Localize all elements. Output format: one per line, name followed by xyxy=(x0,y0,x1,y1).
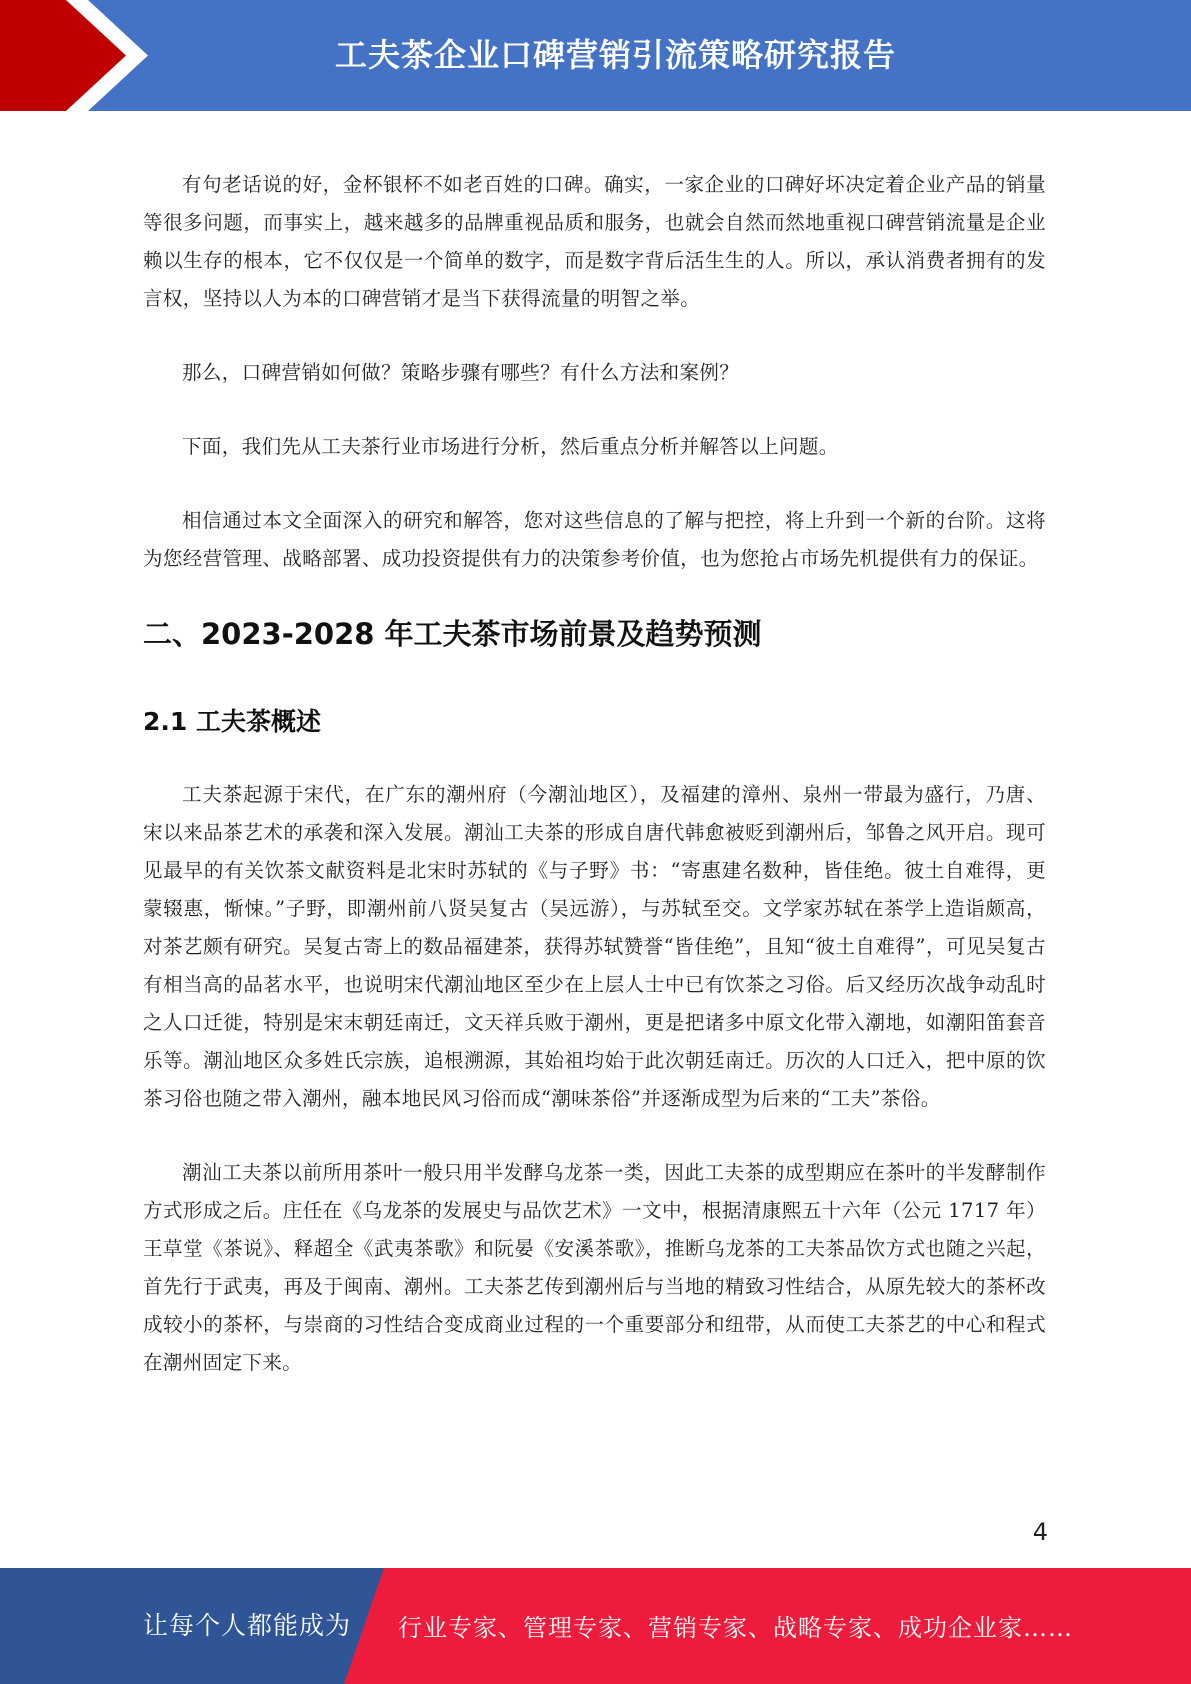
intro-paragraph-2: 那么，口碑营销如何做？策略步骤有哪些？有什么方法和案例？ xyxy=(182,361,740,384)
body-paragraph-1: 工夫茶起源于宋代，在广东的潮州府（今潮汕地区），及福建的漳州、泉州一带最为盛行，乃唐、宋以来品茶艺术的承袭和深入发展。潮汕工夫茶的形成自唐代韩愈被贬到潮州后，邹鲁之风开启。现可见最早的有关饮茶文献资料是北宋时苏轼的《与子野》书：“寄惠建名数种，皆佳绝。彼土自难得，更蒙辍惠，惭悚。”子野，即潮州前八贤吴复古（吴远游），与苏轼至交。文学家苏轼在茶学上造诣颇高，对茶艺颇有研究。吴复古寄上的数品福建茶，获得苏轼赞誉“皆佳绝”，且知“彼土自难得”，可见吴复古有相当高的品茗水平，也说明宋代潮汕地区至少在上层人士中已有饮茶之习俗。后又经历次战争动乱时之人口迁徙，特别是宋末朝廷南迁，文天祥兵败于潮州，更是把诸多中原文化带入潮地，如潮阳笛套音乐等。潮汕地区众多姓氏宗族，追根溯源，其始祖均始于此次朝廷南迁。历次的人口迁入，把中原的饮茶习俗也随之带入潮州，融本地民风习俗而成“潮味茶俗”并逐渐成型为后来的“工夫”茶俗。 xyxy=(143,783,1046,1110)
page-header xyxy=(0,0,1191,111)
intro-paragraph-1: 有句老话说的好，金杯银杯不如老百姓的口碑。确实，一家企业的口碑好坏决定着企业产品的销量等很多问题，而事实上，越来越多的品牌重视品质和服务，也就会自然而然地重视口碑营销流量是企业赖以生存的根本，它不仅仅是一个简单的数字，而是数字背后活生生的人。所以，承认消费者拥有的发言权，坚持以人为本的口碑营销才是当下获得流量的明智之举。 xyxy=(143,173,1046,310)
subsection-heading: 2.1 工夫茶概述 xyxy=(143,707,321,736)
document-title: 工夫茶企业口碑营销引流策略研究报告 xyxy=(334,36,896,74)
body-paragraph-2: 潮汕工夫茶以前所用茶叶一般只用半发酵乌龙茶一类，因此工夫茶的成型期应在茶叶的半发酵制作方式形成之后。庄任在《乌龙茶的发展史与品饮艺术》一文中，根据清康熙五十六年（公元 1717 年）王草堂《茶说》、释超全《武夷茶歌》和阮晏《安溪茶歌》，推断乌龙茶的工夫茶品饮方式也随之兴起，首先行于武夷，再及于闽南、潮州。工夫茶艺传到潮州后与当地的精致习性结合，从原先较大的茶杯改成较小的茶杯，与崇商的习性结合变成商业过程的一个重要部分和纽带，从而使工夫茶艺的中心和程式在潮州固定下来。 xyxy=(143,1161,1046,1374)
footer-slogan-right: 行业专家、管理专家、营销专家、战略专家、成功企业家…… xyxy=(398,1614,1073,1642)
page-number: 4 xyxy=(1032,1518,1048,1546)
document-body xyxy=(143,166,1046,1418)
intro-paragraph-3: 下面，我们先从工夫茶行业市场进行分析，然后重点分析并解答以上问题。 xyxy=(182,435,839,458)
section-heading: 二、2023-2028 年工夫茶市场前景及趋势预测 xyxy=(143,617,762,651)
intro-paragraph-4: 相信通过本文全面深入的研究和解答，您对这些信息的了解与把控，将上升到一个新的台阶。这将为您经营管理、战略部署、成功投资提供有力的决策参考价值，也为您抢占市场先机提供有力的保证。 xyxy=(143,509,1046,570)
footer-slogan-left: 让每个人都能成为 xyxy=(143,1611,352,1640)
page-footer xyxy=(0,1568,1191,1684)
